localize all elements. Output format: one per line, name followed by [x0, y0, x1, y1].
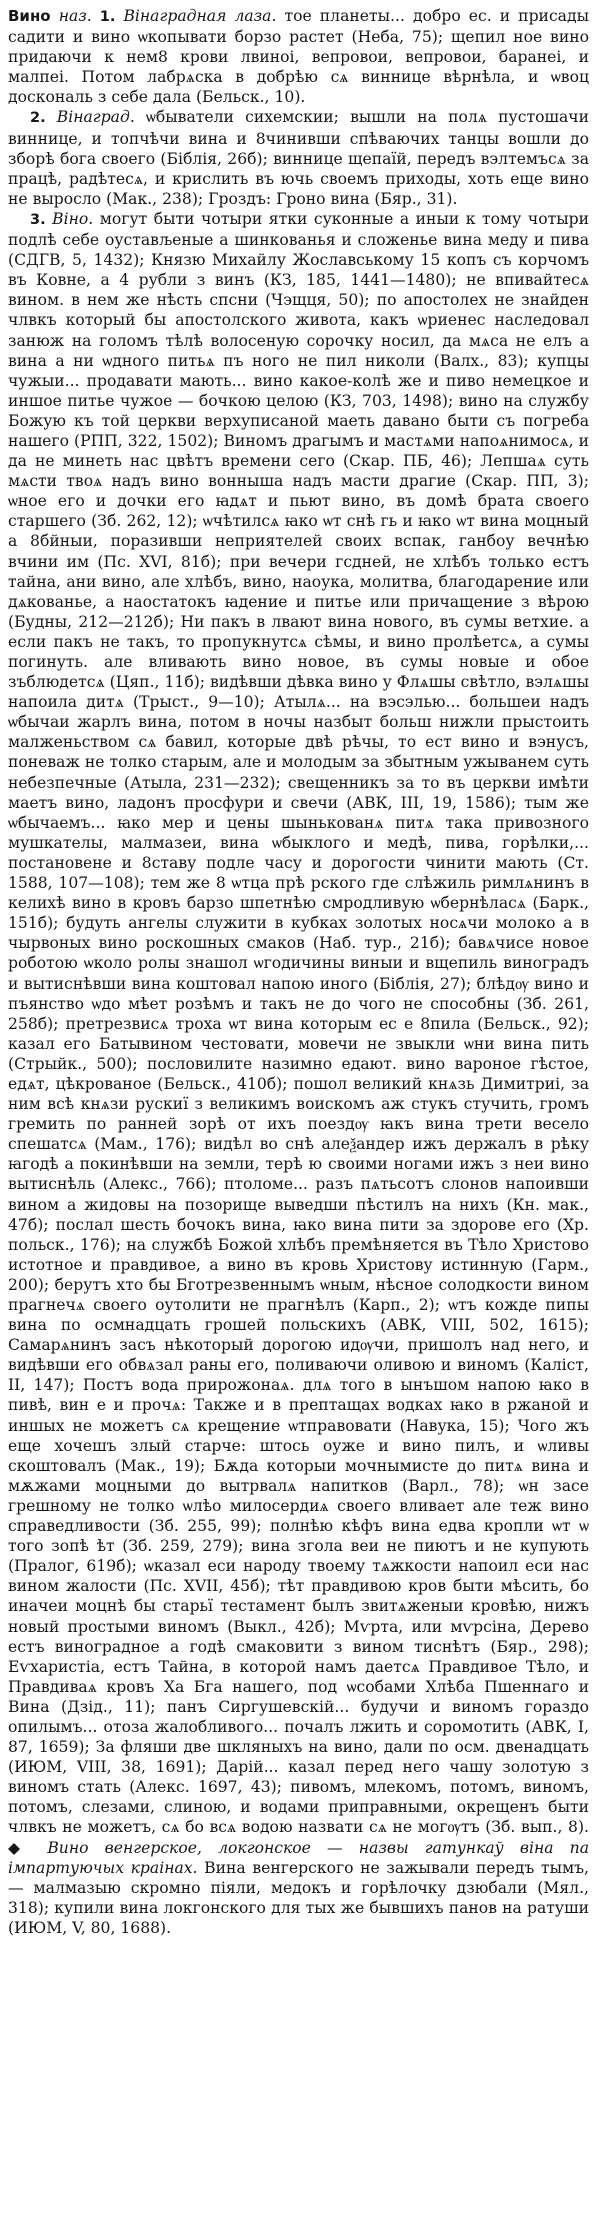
- sense-number-3: 3.: [30, 211, 46, 228]
- headword: Вино: [8, 7, 51, 25]
- entry-sense-1: [8, 6, 589, 107]
- entry-sense-3: [8, 209, 589, 1938]
- sense-number-2: 2.: [30, 110, 46, 127]
- dictionary-entry: [8, 6, 589, 1938]
- entry-sense-2: [8, 107, 589, 208]
- sense-label-1: Вінаградная лаза.: [123, 7, 277, 25]
- sense-label-3: Віно.: [52, 209, 94, 228]
- subentry-text: Вина венгерского не зажывали передъ тымъ,— малмазыю скромно піяли, медокъ и горѣлочку дзюбали (Мял., 318); купили вина локгонского для тых же бывшихъ панов на ратуши (ИЮМ, V, 80, 1688).: [8, 1858, 589, 1937]
- subentry-marker: ◆: [8, 1838, 32, 1857]
- sense-number-1: 1.: [99, 9, 116, 25]
- grammar-label: наз.: [58, 7, 92, 25]
- sense-label-2: Вінаград.: [56, 108, 135, 127]
- sense-text-1: тое планеты... добро ес. и присады садити и вино ѡкопывати борзо растет (Неба, 75); щепил ное вино придаючи к нем8 крови лвиноі, вепровои, вепровои, баранеі, и малпеі. Потом лабрѧска в добрѣю сѧ виннице вѣрнѣла, и ѡвоц доскональ з себе дала (Бельск., 10).: [8, 7, 589, 107]
- sense-text-2: ѡбыватели сихемскии; вышли на полѧ пустошачи виннице, и топчѣчи вина и 8чинивши спѣваючих танцы вошли до зборѣ бога своего (Біблія, 26б); виннице щепаїй, передъ вэлтемъсѧ за працѣ, радѣтесѧ, и крислить въ ючь своемъ приходы, хоть еще вино не выросло (Мак., 238); Гроздъ: Гроно вина (Бяр., 31).: [8, 108, 589, 208]
- sense-text-3: могут быти чотыри ятки суконные а иныи к тому чотыри подлѣ себе оустављеные а шинкованья и сложенье вина меду и пива (СДГВ, 5, 1432); Князю Михайлу Жославському 15 копъ съ корчомъ въ Ковне, а 4 рубли з винъ (КЗ, 185, 1441—1480); не впивайтесѧ вином. в нем же нѣсть спсни (Чэщця, 50); по апостолех не знайден члвкъ который бы апостолского живота, какъ ѡриенес наследовал занюж на голомъ тѣлѣ волосеную сорочку носил, да мѧса не елъ а вина а ни ѡдного питьѧ пъ ного не пил николи (Валх., 83); купцы чужыи... продавати мають... вино какое-колѣ же и пиво немецкое и иншое питье чужое — бочкою целою (КЗ, 703, 1498); вино на службу Божую къ той церкви верхуписаной маеть давано быти съ погреба нашего (РПП, 322, 1502); Виномъ драгымъ и мастѧми напоѧнимосѧ, и да не минеть нас цвѣтъ времени сего (Скар. ПБ, 46); Лепшаѧ суть мѧсти твоѧ надъ вино вонныша надъ масти драгие (Скар. ПП, 3); ѡное его и дочки его ꙗдѧт и пьют вино, въ домѣ брата своего старшего (Зб. 262, 12); ѡчѣтилсѧ ꙗко ѡт снѣ гь и ꙗко ѡт вина моцный а 8бйныи, поразивши неприятелей своих вспак, ганбоу вечнѣю вчини им (Пс. XVI, 81б); при вечери гсдней, не хлѣбъ только естъ тайна, ани вино, але хлѣбъ, вино, наоука, молитва, благодарение или дѧкованье, а наостатокъ ꙗдение и питье или причащение з вѣрою (Будны, 212—212б); Ни пакъ в лвают вина нового, въ сумы ветхие. а если пакъ не такъ, то пропукнутсѧ сѣмы, и вино пролѣетсѧ, а сумы погинуть. але вливають вино новое, въ сумы новые и обое зъблюдетсѧ (Цяп., 11б); видѣвши дѣвка вино у Флѧшы свѣтло, вэлѧшы напоила дитѧ (Трыст., 9—10); Атылѧ... на вэсэлью... большеи надъ ѡбычаи жарлъ вина, потом в ночы назбыт больш нижли прыстоить малженьством сѧ бавил, которые двѣ рѣчы, то ест вино и вэнусъ, поневаж не толко старым, але и молодым за збытным ужыванем суть небезпечные (Атыла, 231—232); свещенникъ за то въ церкви имѣти маетъ вино, ладонъ просфури и свечи (АВК, III, 19, 1586); тым же ѡбычаемъ... ꙗко мер и цены шынькованѧ питѧ така привозного мушкателы, малмазеи, вина ѡбыклого и медѣ, пива, горѣлки,... постановене и 8ставу подле часу и дорогости чинити мають (Ст. 1588, 107—108); тем же 8 ѡтца прѣ рского где слѣжиль римлѧнинъ в келихѣ вино в кровъ барзо шпетнѣю смродливую ѡбернѣласѧ (Барк., 151б); будуть ангелы служити в кубках золотых носѧчи молоко а в чырвоных вино роскошных смаков (Наб. тур., 21б); бавѧчисе новое роботою ѡколо ролы знашол ѡгодичины виныи и вщепиль виноградъ и вытиснѣвши вина коштовал напою иного (Біблія, 27); блѣдѹ вино и пъянство ѡдо мѣет розѣмъ и такъ не до чого не способны (Зб. 261, 258б); претрезвисѧ троха ѡт вина которым ес е 8пила (Бельск., 92); казал его Батывином честовати, мовечи не звыкли ѡни вина пить (Стрыйк., 500); пословилите назимно едают. вино вароное гѣстое, едѧт, цѣкрованое (Бельск., 410б); пошол великий кнѧзь Димитриі, за ним всѣ кнѧзи рускиї з великимъ воискомъ аж стукъ стучить, громъ гремить по ранней зорѣ от ихъ поездѹ ꙗкъ вина трети весело спешатсѧ (Мам., 176); видѣл во снѣ алеѯандер ижъ держалъ в рѣку ꙗгодѣ а покинѣвши на земли, терѣ ю своими ногами ижъ з неи вино вытиснѣль (Алекс., 766); птоломе... разъ пѧтьсотъ слонов напоивши вином а жидовы на позорище выведши пѣстилъ на нихъ (Кн. мак., 47б); послал шесть бочокъ вина, ꙗко вина пити за здорове его (Хр. польск., 176); на службѣ Божой хлѣбъ премѣняется въ Тѣло Христово истотное и правдивое, а вино въ кровь Христову истинную (Гарм., 200); берутъ хто бы Бготрезвеннымъ ѡным, нѣсное солодкости вином прагнечѧ своего оутолити не прагнѣлъ (Карп., 2); ѡтъ кожде пипы вина по осмнадцать грошей польскихъ (АВК, VIII, 502, 1615); Самарѧнинъ засъ нѣкоторый дорогою идѹчи, пришолъ над него, и видѣвши его обвѧзал раны его, поливаючи оливою и виномъ (Каліст, II, 147); Постъ вода прирожонаѧ. длѧ того в ынъшом напою ꙗко в пивѣ, вин е и прочѧ: Также и в прептащах водках ꙗко в ржаной и иншых не можетъ сѧ крещение ѡтправовати (Навука, 15); Чого жъ еще хочешъ злый старче: штось оуже и вино пилъ, и ѡливы скоштовалъ (Мак., 19); Бѫда которыи мочнымисте до питѧ вина и мѫжами моцными до вытрвалѧ напитков (Варл., 78); ѡн засе грешному не толко ѡлѣо милосердиѧ своего вливает але теж вино справедливости (Зб. 255, 99); полнѣю кѣфъ вина едва кропли ѡт ѡ того зопѣ ѣт (Зб. 259, 279); вина згола веи не пиютъ и не купують (Пралог, 619б); ѡказал еси народу твоему тѧжкости напоил еси нас вином жалости (Пс. XVII, 45б); тѣт правдивою кров быти мѣсить, бо иначеи моцнѣ бы старьї тестамент былъ звитѧженыи кровѣю, нижъ новый простыми виномъ (Выкл., 42б); Мѵрта, или мѵрсіна, Дерево естъ виноградное а годѣ смаковити з вином тиснѣтъ (Бяр., 298); Еѵхаристіа, естъ Тайна, в которой намъ даетсѧ Правдивое Тѣло, и Правдиваѧ кровъ Ха Бга нашего, под ѡсобами Хлѣба Пшеннаго и Вина (Дзід., 11); панъ Сиргушевскій... будучи и виномъ гораздо опилымъ... отоза жалобливого... почалъ лжить и соромотить (АВК, I, 87, 1659); За фляши две шкляныхъ на вино, дали по осм. двенадцать (ИЮМ, VIII, 38, 1691); Дарій... казал перед него чашу золотую з виномъ стать (Алекс. 1697, 43); пивомъ, млекомъ, потомъ, виномъ, потомъ, слезами, слиною, и водами приправными, окрещенъ быти члвкъ не можетъ, сѧ бо всѧ водою назвати сѧ не могѹтъ (Зб. вып., 8).: [8, 209, 589, 1837]
- subentry-label: Вино венгерское, локгонское — назвы гатункаў віна па імпартуючых краінах.: [8, 1838, 589, 1877]
